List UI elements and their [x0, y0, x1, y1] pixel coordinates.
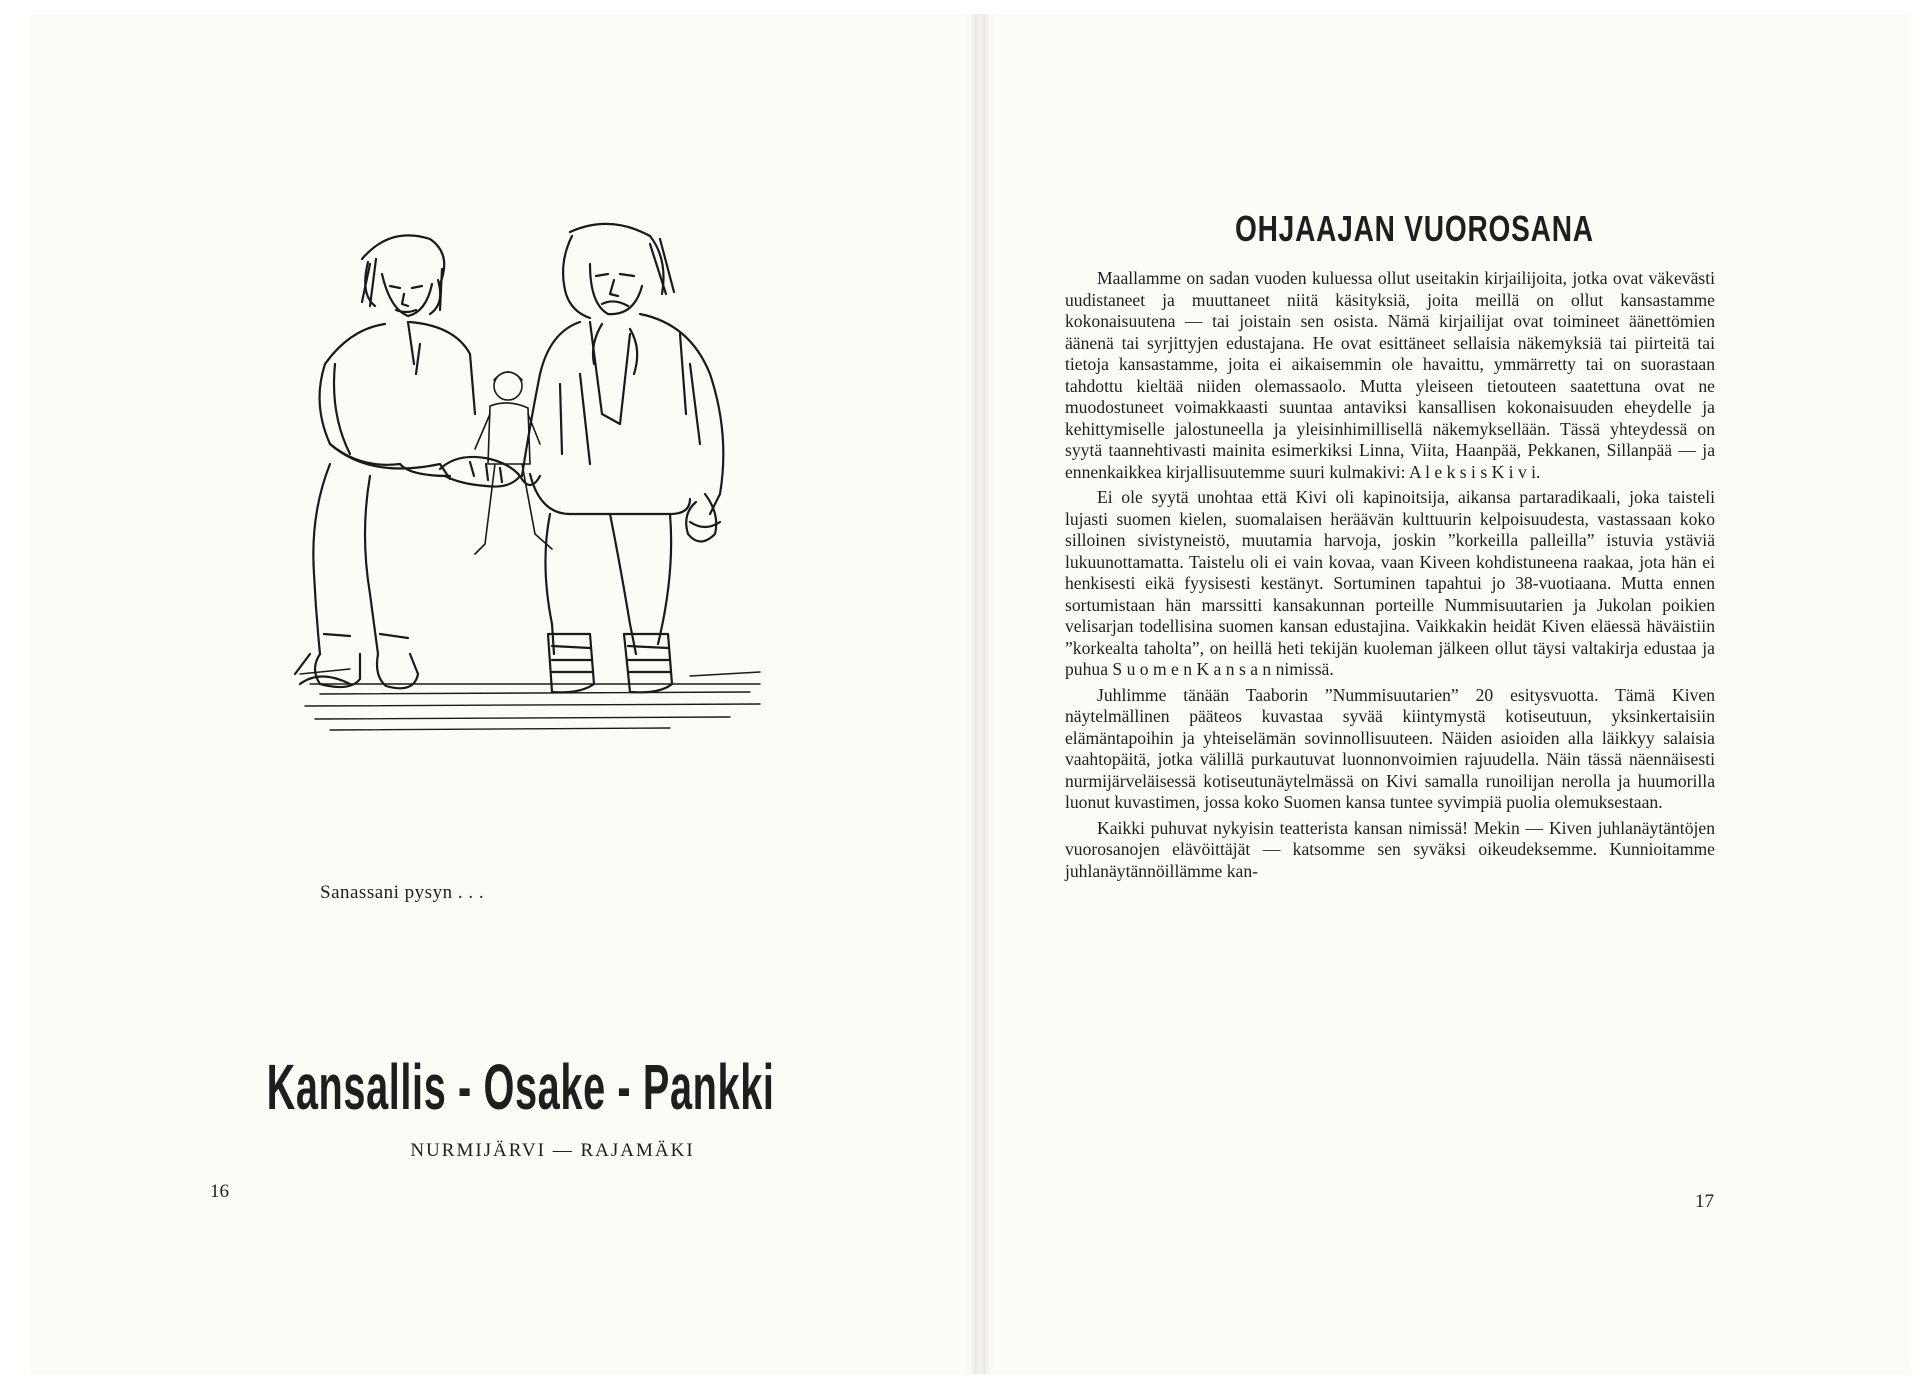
paragraph: Ei ole syytä unohtaa että Kivi oli kapinoitsija, aikansa partaradikaali, joka taisteli lujasti suomen kielen, suomalaisen heräävän kulttuurin kelpoisuudesta, vastassaan koko silloinen sivistyneistö, muutamia harvoja, joskin ”korkeilla palleilla” istuvia ystäviä lukuunottamatta. Taistelu oli ei vain kovaa, vaan Kiveen kohdistuneena raakaa, jota hän ei henkisesti eikä fyysisesti kestänyt. Sortuminen tapahtui jo 38-vuotiaana. Mutta ennen sortumistaan hän marssitti kansakunnan porteille Nummisuutarien ja Jukolan poikien velisarjan todellisina suomen kansan edustajina. Vaikkakin heidät Kiven eläessä häväistiin ”korkealta taholta”, on heillä heti tekijän kuoleman jälkeen ollut täysi valtakirja edustaa ja puhua S u o m e n K a n s a n nimissä. — [1065, 487, 1715, 679]
paragraph: Kaikki puhuvat nykyisin teatterista kansan nimissä! Mekin — Kiven juhlanäytäntöjen vuorosanojen elävöittäjät — katsomme sen syväksi oikeudeksemme. Kunnioitamme juhlanäytännöillämme kan- — [1065, 817, 1715, 881]
page-number-left: 16 — [210, 1181, 229, 1202]
left-page — [30, 14, 975, 1374]
page-number-right: 17 — [1695, 1191, 1714, 1212]
book-gutter — [975, 14, 985, 1374]
ink-illustration-two-men-handshake — [290, 214, 770, 774]
article-body — [1065, 268, 1715, 882]
illustration-caption: Sanassani pysyn . . . — [320, 882, 485, 903]
paragraph: Maallamme on sadan vuoden kuluessa ollut useitakin kirjailijoita, jotka ovat väkevästi uudistaneet ja muuttaneet niitä käsityksiä, joita meillä on ollut kansastamme kokonaisuutena — tai joistain sen osista. Nämä kirjailijat ovat toimineet äänettömien äänenä tai syrjittyjen edustajana. He ovat esittäneet sellaisia näkemyksiä tai piirteitä tai tietoja kansastamme, joita ei aikaisemmin ole havaittu, ymmärretty tai on suorastaan tahdottu kieltää niiden olemassaolo. Mutta yleiseen tietouteen saatettuna ovat ne muodostuneet voimakkaasti suuntaa antaviksi kansallisen kokonaisuuden eheydelle ja kehittymiselle jalostuneella ja yleisinhimillisellä näkemyksellään. Tässä yhteydessä on syytä taannehtivasti mainita esimerkiksi Linna, Viita, Haanpää, Pekkanen, Sillanpää — ja ennenkaikkea kirjallisuutemme suuri kulmakivi: A l e k s i s K i v i. — [1065, 268, 1715, 482]
bank-name-advert: Kansallis - Osake - Pankki — [266, 1051, 775, 1123]
bank-locations: NURMIJÄRVI — RAJAMÄKI — [410, 1140, 695, 1161]
article-heading: OHJAAJAN VUOROSANA — [1235, 208, 1594, 249]
book-spread — [30, 14, 1910, 1374]
paragraph: Juhlimme tänään Taaborin ”Nummisuutarien” 20 esitysvuotta. Tämä Kiven näytelmällinen pääteos kuvastaa syvää kiintymystä kotiseutuun, yksinkertaisiin elämäntapoihin ja yhteiselämän sovinnollisuuteen. Näiden asioiden alla läikkyy salaisia vaahtopäitä, jotka välillä purkautuvat luonnonvoimien rajuudella. Näin tässä näennäisesti nurmijärveläisessä kotiseutunäytelmässä on Kivi samalla runoilijan nerolla ja huumorilla luonut kuvastimen, jossa koko Suomen kansa tuntee syvimpiä puolia olemuksestaan. — [1065, 684, 1715, 812]
right-page — [985, 14, 1910, 1374]
